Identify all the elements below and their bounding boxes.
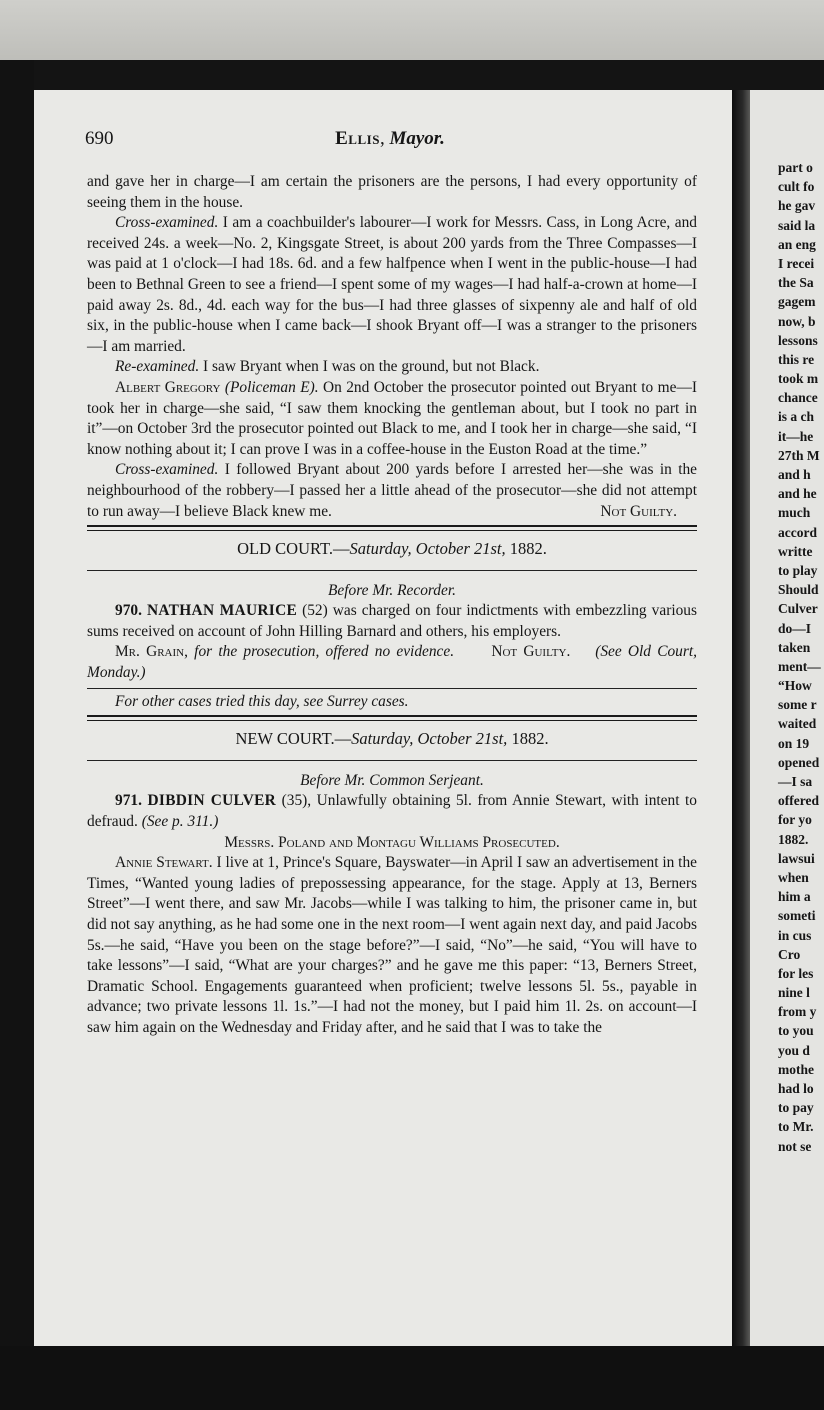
running-head-name: Ellis: [335, 128, 380, 149]
before-judge: Before Mr. Common Serjeant.: [300, 771, 484, 789]
right-page-fragment: on 19: [778, 735, 810, 751]
paragraph: Re-examined. I saw Bryant when I was on the ground, but not Black.: [115, 358, 540, 376]
right-page-fragment: said la: [778, 217, 816, 233]
before-judge: Before Mr. Recorder.: [328, 581, 456, 599]
witness-name: Albert Gregory: [115, 378, 221, 396]
divider: [87, 570, 697, 571]
page-header: [85, 128, 695, 154]
right-page-fragment: part o: [778, 160, 813, 175]
court-heading: OLD COURT.—Saturday, October 21st, 1882.: [237, 539, 547, 559]
book-binding-top: [0, 60, 824, 90]
right-page-text-fragments: [778, 158, 821, 1156]
right-page-fragment: this re: [778, 351, 815, 367]
right-page-fragment: had lo: [778, 1081, 814, 1096]
right-page-fragment: chance: [778, 390, 818, 406]
right-page-fragment: offered: [778, 793, 819, 809]
paragraph: Mr. Grain, for the prosecution, offered no evidence. Not Guilty. (See Old Court, Monday.): [87, 643, 697, 682]
right-page-fragment: lawsui: [778, 850, 815, 866]
right-page-fragment: is a ch: [778, 409, 815, 425]
paragraph: 971. DIBDIN CULVER (35), Unlawfully obtaining 5l. from Annie Stewart, with intent to defraud. (See p. 311.): [87, 792, 697, 831]
right-page-fragment: took m: [778, 371, 819, 387]
running-head-title: Mayor.: [389, 128, 445, 149]
right-page: [750, 90, 824, 1346]
page-number: 690: [85, 128, 114, 149]
right-page-fragment: not se: [778, 1138, 812, 1154]
right-page-fragment: you d: [778, 1042, 810, 1058]
right-page-fragment: Cro: [778, 946, 801, 962]
right-page-fragment: the Sa: [778, 275, 814, 291]
right-page-fragment: lessons: [778, 332, 818, 348]
right-page-fragment: some r: [778, 697, 817, 713]
right-page-fragment: to you: [778, 1023, 814, 1039]
divider: [87, 760, 697, 761]
right-page-fragment: gagem: [778, 294, 816, 310]
right-page-fragment: Should: [778, 582, 819, 598]
right-page-fragment: cult fo: [778, 179, 815, 195]
right-page-fragment: to Mr.: [778, 1119, 814, 1135]
right-page-fragment: now, b: [778, 313, 816, 329]
divider: [87, 688, 697, 689]
paragraph: Cross-examined. I am a coachbuilder's labourer—I work for Messrs. Cass, in Long Acre, and received 24s. a week—No. 2, Kingsgate Street, is about 200 yards from the Three Compasses—I was paid at 1 o'clock—I had 18s. 6d. and a few halfpence when I went in the public-house—I had been to Bethnal Green to see a friend—I spent some of my wages—I had half-a-crown at home—I paid away 2s. 8d., 4d. each way for the bus—I had three glasses of sixpenny ale and half of old six, in the public-house when I came back—I shook Bryant off—I was a stranger to the prisoners—I am married.: [87, 214, 697, 355]
paragraph: 970. NATHAN MAURICE (52) was charged on four indictments with embezzling various sums received on account of John Hilling Barnard and others, his employers.: [87, 602, 697, 640]
right-page-fragment: —I sa: [778, 774, 813, 789]
right-page-fragment: it—he: [778, 428, 814, 444]
defendant-name: DIBDIN CULVER: [147, 792, 277, 810]
running-head: Ellis, Mayor.: [335, 128, 445, 149]
book-binding-left: [0, 60, 34, 1410]
right-page-fragment: and h: [778, 467, 811, 482]
right-page-fragment: taken: [778, 639, 811, 655]
right-page-fragment: and he: [778, 486, 817, 502]
book-gutter: [732, 90, 750, 1346]
prosecutors-line: Messrs. Poland and Montagu Williams Prosecuted.: [224, 833, 560, 851]
paragraph: Albert Gregory (Policeman E). On 2nd October the prosecutor pointed out Bryant to me—I took her in charge—she said, “I saw them knocking the gentleman about, but I took no part in it”—on October 3rd the prosecutor pointed out Black to me, and I took her in charge—she said, “I know nothing about it; I can prove I was in a coffee-house in the Euston Road at the time.”: [87, 378, 697, 458]
right-page-fragment: he gav: [778, 198, 816, 214]
right-page-fragment: in cus: [778, 927, 812, 943]
right-page-fragment: someti: [778, 908, 816, 924]
verdict: Not Guilty.: [491, 643, 571, 661]
defendant-name: NATHAN MAURICE: [147, 602, 298, 620]
right-page-fragment: do—I: [778, 620, 812, 636]
right-page-fragment: opened: [778, 754, 820, 770]
section-divider: [87, 525, 697, 531]
right-page-fragment: to pay: [778, 1100, 814, 1116]
right-page-fragment: “How: [778, 678, 812, 694]
verdict: Not Guilty.: [600, 502, 677, 520]
book-binding-bottom: [0, 1346, 824, 1410]
right-page-fragment: I recei: [778, 255, 815, 271]
witness-name: Annie Stewart.: [115, 854, 213, 872]
court-heading: NEW COURT.—Saturday, October 21st, 1882.: [235, 729, 549, 749]
paragraph: Cross-examined. I followed Bryant about 200 yards before I arrested her—she was in the neighbourhood of the robbery—I passed her a little ahead of the prosecutor—she did not attempt to run away—I believe Black knew me. Not Guilty.: [87, 460, 697, 522]
right-page-fragment: writte: [778, 543, 813, 559]
paragraph: and gave her in charge—I am certain the prisoners are the persons, I had every opportunity of seeing them in the house.: [87, 173, 697, 211]
main-text-column: [87, 172, 697, 1039]
other-cases-note: For other cases tried this day, see Surrey cases.: [115, 692, 409, 710]
right-page-fragment: an eng: [778, 236, 816, 252]
section-divider: [87, 715, 697, 721]
right-page-fragment: when: [778, 869, 809, 885]
right-page-fragment: much: [778, 505, 811, 521]
right-page-fragment: 1882.: [778, 831, 809, 847]
paragraph: Annie Stewart. I live at 1, Prince's Square, Bayswater—in April I saw an advertisement in the Times, “Wanted young ladies of prepossessing appearance, for the stage. Apply at 13, Berners Street”—I went there, and saw Mr. Jacobs—while I was talking to him, the prisoner came in, but did not say anything, as he had some one in the next room—I went again next day, and paid Jacobs 5s.—he said, “Have you been on the stage before?”—I said, “No”—he said, “You will have to take lessons”—I said, “What are your charges?” and he gave me this paper: “13, Berners Street, Dramatic School. Engagements guaranteed when proficient; twelve lessons 5l. 5s., payable in advance; two private lessons 1l. 1s.”—I had not the money, but I paid him 1l. 2s. on account—I saw him again on the Wednesday and Friday after, and he said that I was to take the: [87, 854, 697, 1036]
right-page-fragment: for yo: [778, 812, 812, 828]
right-page-fragment: from y: [778, 1004, 817, 1020]
right-page-fragment: him a: [778, 889, 811, 905]
right-page-fragment: mothe: [778, 1061, 814, 1077]
right-page-fragment: accord: [778, 524, 817, 540]
right-page-fragment: ment—: [778, 658, 821, 674]
right-page-fragment: to play: [778, 562, 818, 578]
right-page-fragment: for les: [778, 965, 814, 981]
right-page-fragment: nine l: [778, 985, 810, 1001]
right-page-fragment: 27th M: [778, 447, 820, 463]
right-page-fragment: waited: [778, 716, 817, 732]
right-page-fragment: Culver: [778, 601, 818, 617]
